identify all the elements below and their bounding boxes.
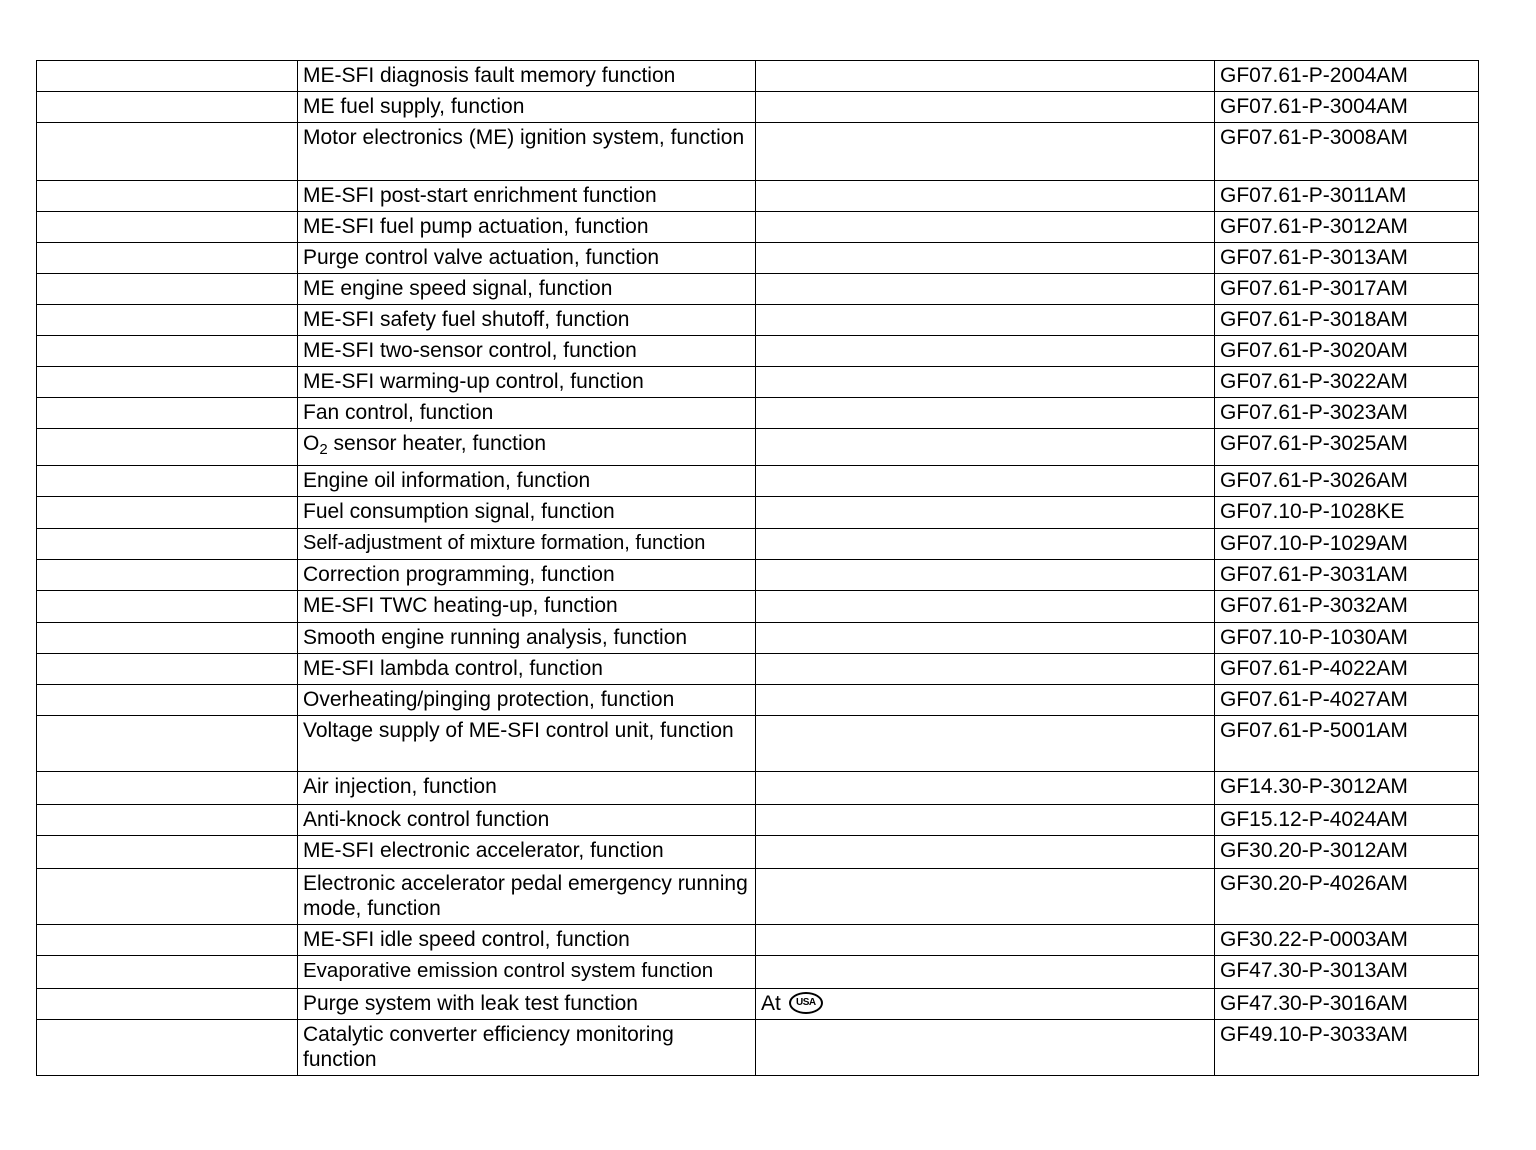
empty-cell [37,956,298,989]
description-cell: ME-SFI TWC heating-up, function [298,591,756,623]
table-row [37,869,1479,925]
table-row [37,466,1479,497]
code-cell: GF15.12-P-4024AM [1215,805,1479,836]
description-suffix: sensor heater, function [327,432,546,455]
table-row [37,243,1479,274]
description-cell: ME-SFI diagnosis fault memory function [298,61,756,92]
description-cell: ME-SFI fuel pump actuation, function [298,212,756,243]
empty-cell [37,429,298,466]
empty-cell [37,367,298,398]
note-cell [756,989,1215,1020]
code-cell: GF07.61-P-3020AM [1215,336,1479,367]
note-cell [756,274,1215,305]
empty-cell [37,591,298,623]
code-cell: GF07.10-P-1028KE [1215,497,1479,529]
empty-cell [37,836,298,869]
table-row [37,1020,1479,1076]
code-cell: GF07.61-P-5001AM [1215,716,1479,772]
table-row [37,805,1479,836]
empty-cell [37,243,298,274]
description-cell: ME engine speed signal, function [298,274,756,305]
description-cell: Fan control, function [298,398,756,429]
empty-cell [37,92,298,123]
table-row [37,367,1479,398]
description-cell: Overheating/pinging protection, function [298,685,756,716]
note-text: At [761,992,781,1015]
empty-cell [37,61,298,92]
empty-cell [37,181,298,212]
table-row [37,623,1479,654]
function-reference-table [36,60,1479,1076]
table-row [37,956,1479,989]
code-cell: GF07.61-P-3023AM [1215,398,1479,429]
code-cell: GF14.30-P-3012AM [1215,772,1479,805]
note-cell [756,772,1215,805]
usa-badge-icon: USA [789,992,823,1014]
table-row [37,925,1479,956]
note-cell [756,181,1215,212]
description-cell: ME-SFI post-start enrichment function [298,181,756,212]
note-cell [756,654,1215,685]
note-cell [756,92,1215,123]
empty-cell [37,716,298,772]
note-cell [756,925,1215,956]
note-cell [756,805,1215,836]
code-cell: GF07.61-P-3032AM [1215,591,1479,623]
table-row [37,497,1479,529]
description-cell: Evaporative emission control system function [298,956,756,989]
code-cell: GF07.61-P-3011AM [1215,181,1479,212]
description-cell: Voltage supply of ME-SFI control unit, function [298,716,756,772]
note-cell [756,623,1215,654]
table-row [37,92,1479,123]
code-cell: GF07.61-P-3017AM [1215,274,1479,305]
empty-cell [37,1020,298,1076]
empty-cell [37,466,298,497]
code-cell: GF07.61-P-3012AM [1215,212,1479,243]
description-cell: ME-SFI lambda control, function [298,654,756,685]
table-row [37,716,1479,772]
empty-cell [37,212,298,243]
code-cell: GF47.30-P-3013AM [1215,956,1479,989]
note-cell [756,869,1215,925]
description-cell: Purge control valve actuation, function [298,243,756,274]
note-cell [756,212,1215,243]
empty-cell [37,529,298,560]
note-cell [756,1020,1215,1076]
description-cell: ME-SFI two-sensor control, function [298,336,756,367]
description-cell: Smooth engine running analysis, function [298,623,756,654]
empty-cell [37,123,298,181]
code-cell: GF07.10-P-1029AM [1215,529,1479,560]
description-cell: Fuel consumption signal, function [298,497,756,529]
description-cell: ME-SFI electronic accelerator, function [298,836,756,869]
description-cell: ME-SFI idle speed control, function [298,925,756,956]
note-cell [756,243,1215,274]
table-row [37,181,1479,212]
empty-cell [37,274,298,305]
note-cell [756,716,1215,772]
note-cell [756,591,1215,623]
description-cell: Catalytic converter efficiency monitoring function [298,1020,756,1076]
code-cell: GF07.61-P-3013AM [1215,243,1479,274]
table-row [37,836,1479,869]
description-cell: Self-adjustment of mixture formation, function [298,529,756,560]
code-cell: GF07.61-P-3018AM [1215,305,1479,336]
code-cell: GF07.61-P-4022AM [1215,654,1479,685]
subscript-text: 2 [319,441,328,458]
note-cell [756,836,1215,869]
note-cell [756,529,1215,560]
note-cell [756,497,1215,529]
code-cell: GF30.22-P-0003AM [1215,925,1479,956]
code-cell: GF47.30-P-3016AM [1215,989,1479,1020]
empty-cell [37,869,298,925]
code-cell: GF07.61-P-3031AM [1215,560,1479,591]
empty-cell [37,398,298,429]
description-cell [298,429,756,466]
empty-cell [37,925,298,956]
description-cell: ME fuel supply, function [298,92,756,123]
table-row [37,772,1479,805]
empty-cell [37,305,298,336]
empty-cell [37,685,298,716]
empty-cell [37,772,298,805]
description-cell: Air injection, function [298,772,756,805]
empty-cell [37,497,298,529]
table-row [37,429,1479,466]
empty-cell [37,560,298,591]
table-row [37,529,1479,560]
description-cell: Engine oil information, function [298,466,756,497]
code-cell: GF07.61-P-3022AM [1215,367,1479,398]
table-row [37,398,1479,429]
note-cell [756,685,1215,716]
empty-cell [37,623,298,654]
code-cell: GF30.20-P-4026AM [1215,869,1479,925]
code-cell: GF07.61-P-3008AM [1215,123,1479,181]
note-cell [756,429,1215,466]
note-cell [756,466,1215,497]
code-cell: GF30.20-P-3012AM [1215,836,1479,869]
description-cell: Anti-knock control function [298,805,756,836]
description-cell: ME-SFI safety fuel shutoff, function [298,305,756,336]
note-cell [756,305,1215,336]
empty-cell [37,805,298,836]
note-cell [756,956,1215,989]
table-row [37,989,1479,1020]
table-row [37,591,1479,623]
table-row [37,560,1479,591]
code-cell: GF07.61-P-3025AM [1215,429,1479,466]
note-cell [756,123,1215,181]
description-cell: Purge system with leak test function [298,989,756,1020]
note-cell [756,61,1215,92]
note-cell [756,336,1215,367]
table-row [37,336,1479,367]
empty-cell [37,989,298,1020]
code-cell: GF07.61-P-4027AM [1215,685,1479,716]
note-cell [756,560,1215,591]
description-prefix: O [303,432,320,455]
description-cell: Electronic accelerator pedal emergency running mode, function [298,869,756,925]
code-cell: GF07.10-P-1030AM [1215,623,1479,654]
table-row [37,685,1479,716]
description-cell: ME-SFI warming-up control, function [298,367,756,398]
empty-cell [37,654,298,685]
note-cell [756,398,1215,429]
table-row [37,274,1479,305]
table-row [37,305,1479,336]
code-cell: GF49.10-P-3033AM [1215,1020,1479,1076]
description-cell: Correction programming, function [298,560,756,591]
empty-cell [37,336,298,367]
code-cell: GF07.61-P-3026AM [1215,466,1479,497]
table-row [37,123,1479,181]
code-cell: GF07.61-P-2004AM [1215,61,1479,92]
code-cell: GF07.61-P-3004AM [1215,92,1479,123]
table-row [37,212,1479,243]
note-cell [756,367,1215,398]
table-row [37,61,1479,92]
description-cell: Motor electronics (ME) ignition system, function [298,123,756,181]
table-row [37,654,1479,685]
